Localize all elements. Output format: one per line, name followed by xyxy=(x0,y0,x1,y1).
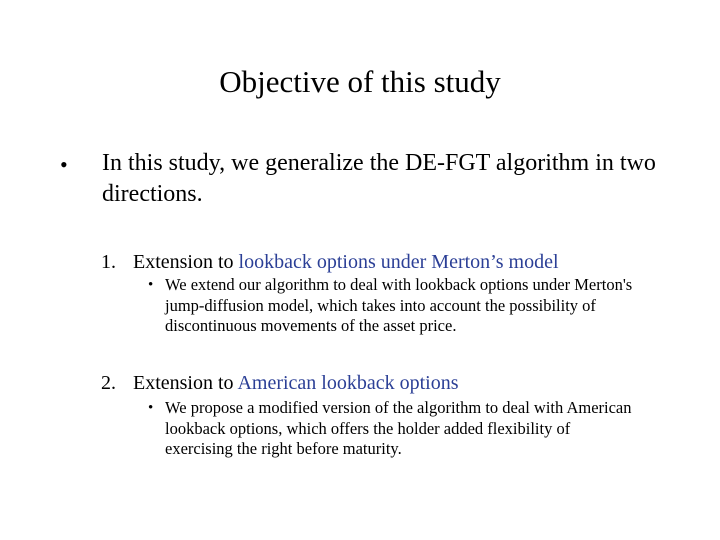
item-1-heading-highlight: lookback options under Merton’s model xyxy=(238,251,559,273)
item-1-heading xyxy=(133,249,559,275)
item-2-heading-prefix: Extension to xyxy=(133,372,238,394)
item-1-sub-text: We extend our algorithm to deal with lookback options under Merton's jump-diffusion model, which takes into account the possibility of discontinuous movements of the asset price. xyxy=(165,275,633,335)
item-2-heading xyxy=(133,370,459,396)
item-1-heading-prefix: Extension to xyxy=(133,251,239,273)
item-2-sub-bullet-marker: • xyxy=(148,400,154,416)
main-bullet-text: In this study, we generalize the DE-FGT algorithm in two directions. xyxy=(102,150,656,207)
item-1-sub-bullet-marker: • xyxy=(148,277,154,293)
slide-title: Objective of this study xyxy=(219,64,501,99)
item-2-number: 2. xyxy=(101,372,116,394)
item-1-number: 1. xyxy=(101,251,116,273)
item-2-sub-text: We propose a modified version of the algorithm to deal with American lookback options, which offers the holder added flexibility of exercising the right before maturity. xyxy=(165,398,632,458)
main-bullet-marker: • xyxy=(60,152,68,177)
item-2-heading-highlight: American lookback options xyxy=(237,372,459,394)
